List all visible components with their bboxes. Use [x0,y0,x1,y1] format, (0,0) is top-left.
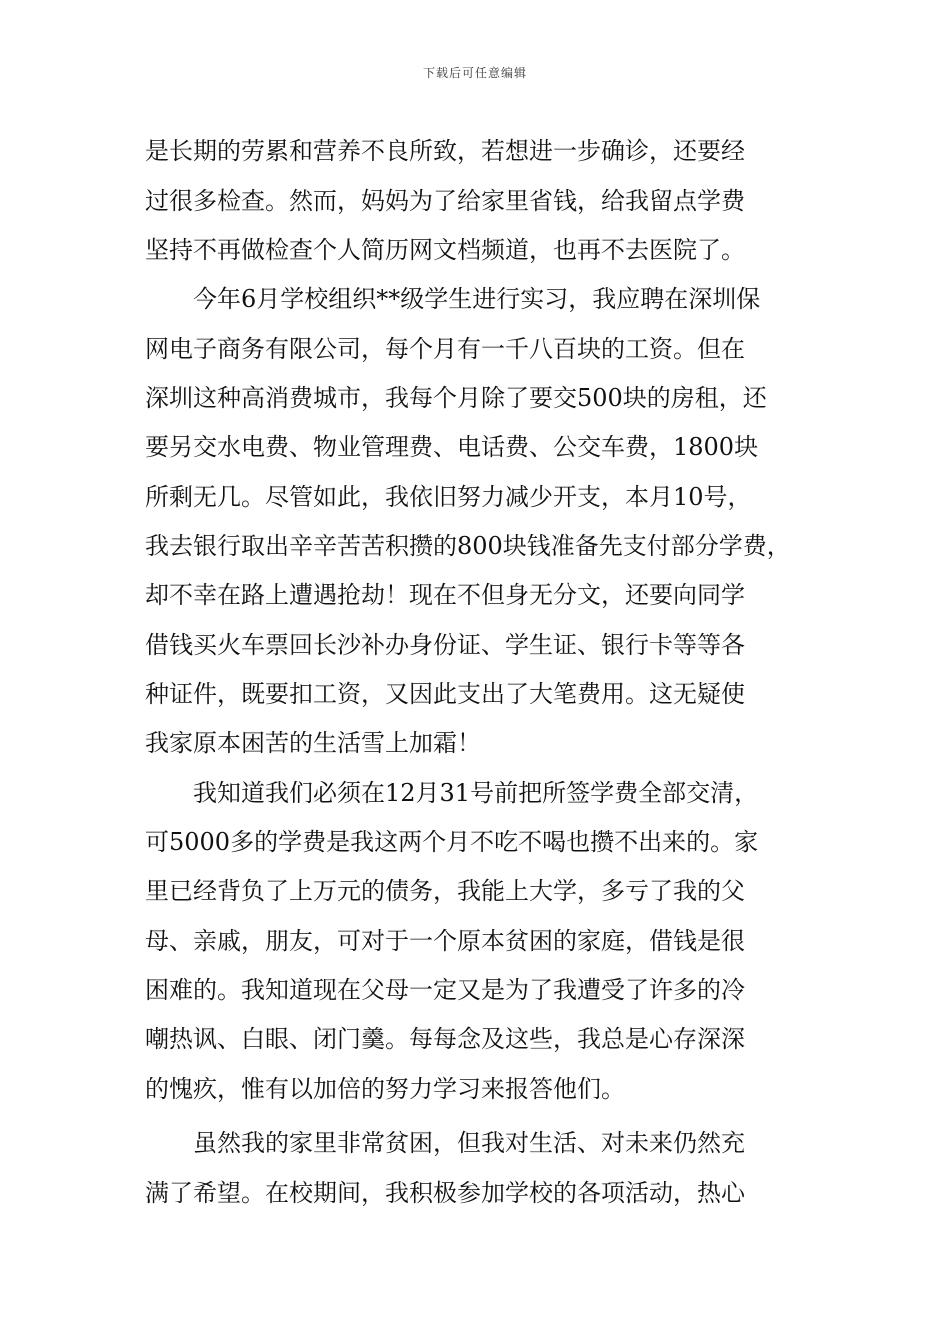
text-line: 的愧疚，惟有以加倍的努力学习来报答他们。 [145,1075,625,1103]
text-line: 可5000多的学费是我这两个月不吃不喝也攒不出来的。家 [145,828,759,856]
text-line: 网电子商务有限公司，每个月有一千八百块的工资。但在 [145,335,745,363]
page-header: 下载后可任意编辑 [422,66,527,80]
text-line: 过很多检查。然而，妈妈为了给家里省钱，给我留点学费 [145,187,745,215]
text-line: 我家原本困苦的生活雪上加霜！ [145,729,481,757]
text-line: 借钱买火车票回长沙补办身份证、学生证、银行卡等等各 [145,631,745,659]
paragraph-first-line: 今年6月学校组织**级学生进行实习，我应聘在深圳保 [193,285,761,313]
text-line: 深圳这种高消费城市，我每个月除了要交500块的房租，还 [145,384,767,412]
text-line: 种证件，既要扣工资，又因此支出了大笔费用。这无疑使 [145,680,745,708]
text-line: 要另交水电费、物业管理费、电话费、公交车费，1800块 [145,433,759,461]
text-line: 所剩无几。尽管如此，我依旧努力减少开支，本月10号， [145,483,752,511]
text-line: 是长期的劳累和营养不良所致，若想进一步确诊，还要经 [145,137,745,165]
text-line: 却不幸在路上遭遇抢劫！现在不但身无分文，还要向同学 [145,581,745,609]
text-line: 坚持不再做检查个人简历网文档频道，也再不去医院了。 [145,236,745,264]
text-line: 里已经背负了上万元的债务，我能上大学，多亏了我的父 [145,877,745,905]
paragraph-first-line: 我知道我们必须在12月31号前把所签学费全部交清， [193,779,759,807]
text-line: 我去银行取出辛辛苦苦积攒的800块钱准备先支付部分学费， [145,532,791,560]
paragraph-first-line: 虽然我的家里非常贫困，但我对生活、对未来仍然充 [193,1129,745,1157]
text-line: 困难的。我知道现在父母一定又是为了我遭受了许多的冷 [145,976,745,1004]
text-line: 满了希望。在校期间，我积极参加学校的各项活动，热心 [145,1179,745,1207]
text-line: 母、亲戚，朋友，可对于一个原本贫困的家庭，借钱是很 [145,927,745,955]
text-line: 嘲热讽、白眼、闭门羹。每每念及这些，我总是心存深深 [145,1025,745,1053]
